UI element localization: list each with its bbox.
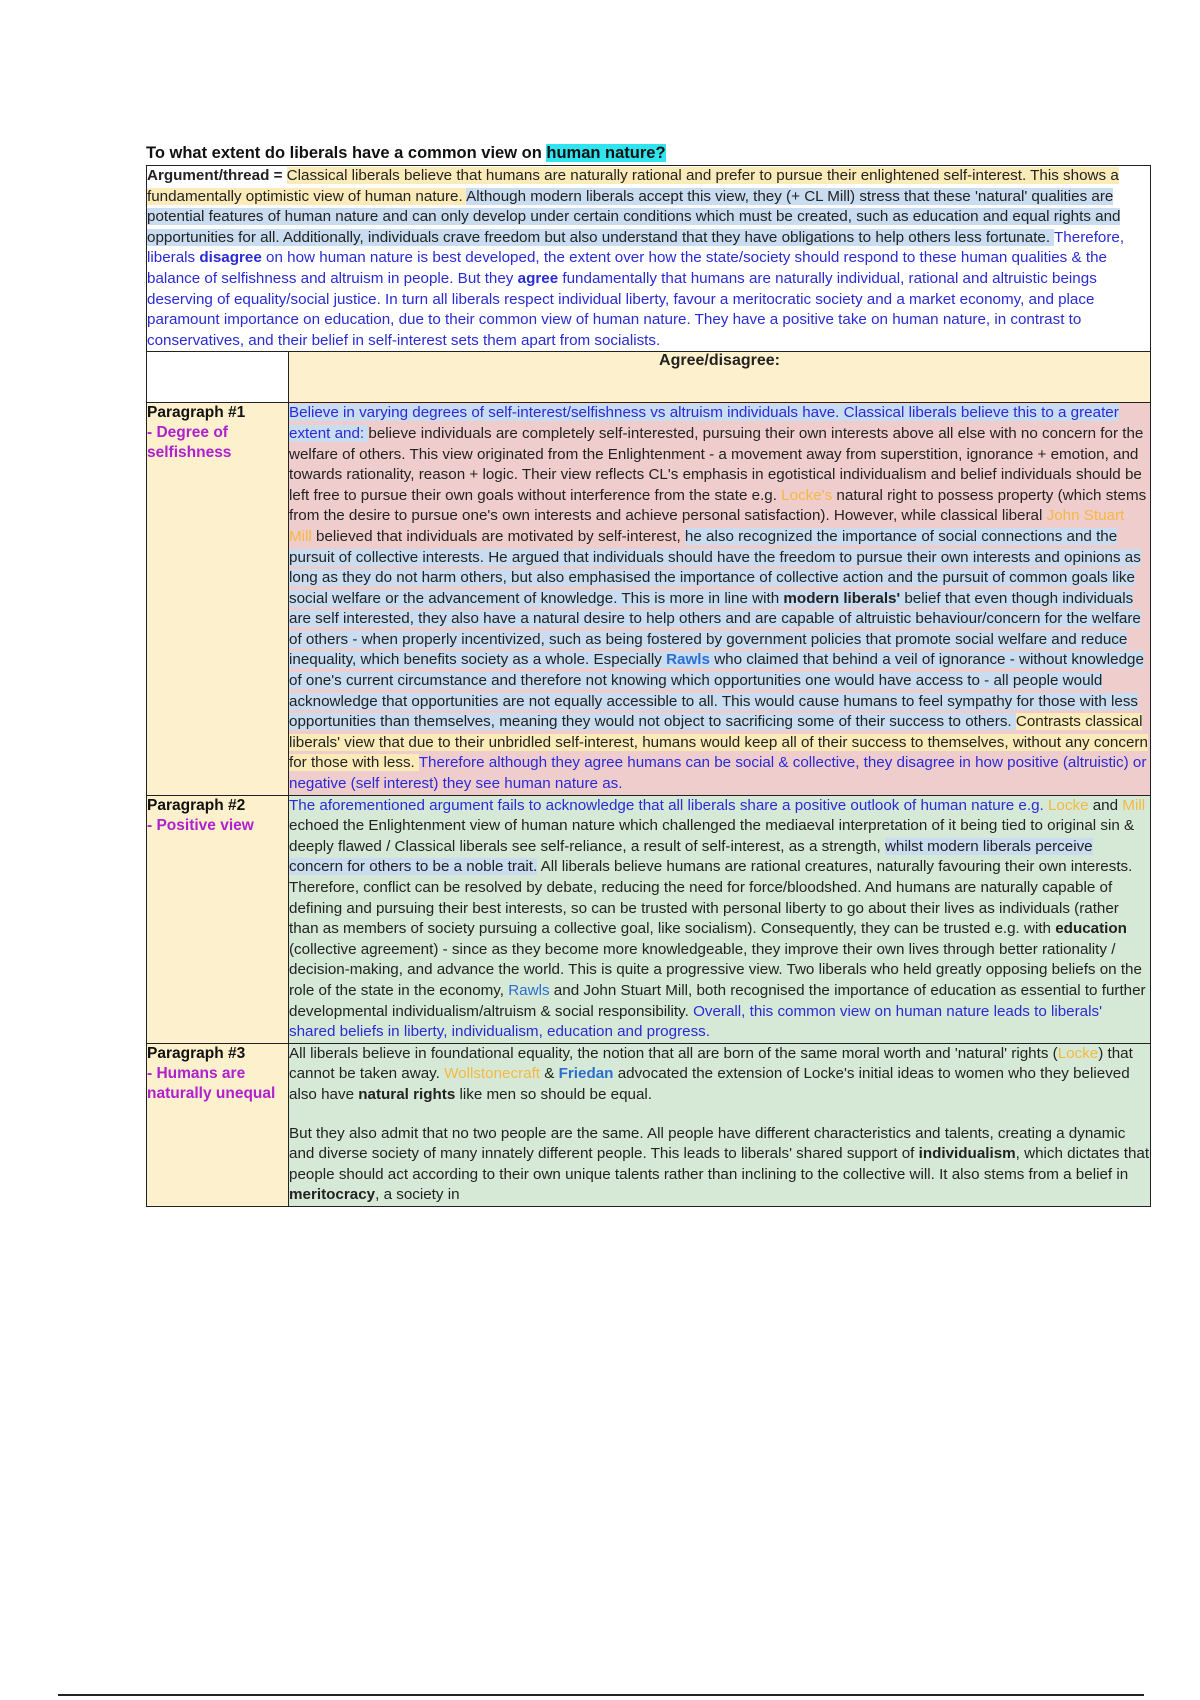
p2-locke: Locke bbox=[1047, 796, 1089, 814]
header-blank-cell bbox=[147, 352, 289, 403]
p3-a3: & bbox=[540, 1065, 559, 1083]
agree-disagree-header: Agree/disagree: bbox=[289, 352, 1151, 403]
paragraph-2-label bbox=[147, 795, 289, 1043]
p1-classical-b: natural right to possess property (which stems from the desire to pursue one's own interests and achieve personal satisfaction). However, while classical liberal bbox=[289, 486, 1147, 525]
p3-locke: Locke bbox=[1057, 1044, 1099, 1062]
paragraph-3-number: Paragraph #3 bbox=[147, 1044, 246, 1062]
p2-intro: The aforementioned argument fails to acknowledge that all liberals share a positive outlook of human nature e.g. bbox=[289, 796, 1048, 814]
argument-classical: Classical liberals believe that humans are naturally rational and prefer to pursue their enlightened self-interest. This shows a fundamentally optimistic view of human nature. bbox=[147, 167, 1119, 205]
paragraph-2-topic: - Positive view bbox=[147, 816, 254, 834]
argument-modern: Although modern liberals accept this view, they (+ CL Mill) stress that these 'natural' qualities are potential features of human nature and can only develop under certain conditions which must be created, such as education and equal rights and opportunities for all. Additionally, individuals crave freedom but also understand that they have obligations to help others less fortunate. bbox=[147, 187, 1121, 246]
p2-education: education bbox=[1055, 920, 1127, 938]
p1-conclusion: Therefore although they agree humans can be social & collective, they disagree in how positive (altruistic) or negative (self interest) they see human nature as. bbox=[289, 754, 1147, 793]
p1-modern-liberals: modern liberals' bbox=[783, 589, 901, 607]
paragraph-3-topic: - Humans are naturally unequal bbox=[147, 1064, 276, 1102]
paragraph-3-label bbox=[147, 1043, 289, 1206]
title-highlight: human nature? bbox=[546, 144, 666, 162]
p3-wollstonecraft: Wollstonecraft bbox=[444, 1065, 541, 1083]
argument-disagree: disagree bbox=[199, 249, 262, 267]
argument-conclusion-c: on how human nature is best developed, the extent over how the state/society should respond to these human qualities & the balance of selfishness and altruism in people. But they bbox=[147, 249, 1107, 287]
argument-row bbox=[147, 166, 1151, 352]
p1-contrast: Contrasts classical liberals' view that due to their unbridled self-interest, humans would keep all of their success to themselves, without any concern for those with less. bbox=[289, 713, 1148, 772]
p1-mill-text: believed that individuals are motivated by self-interest, bbox=[311, 527, 685, 545]
p3-a1: All liberals believe in foundational equality, the notion that all are born of the same moral worth and 'natural' rights ( bbox=[289, 1044, 1058, 1062]
p3-friedan: Friedan bbox=[558, 1065, 614, 1083]
p1-modern-c: who claimed that behind a veil of ignorance - without knowledge of one's current circumstance and therefore not knowing which opportunities one would have access to - all people would acknowledge that opportunities are not equally accessible to all. This would cause humans to feel sympathy for those with less opportunities than themselves, meaning they would not object to sacrificing some of their success to others. bbox=[289, 651, 1144, 731]
p1-modern-a: he also recognized the importance of social connections and the pursuit of collective interests. He argued that individuals should have the freedom to pursue their own interests and opinions as long as they do not harm others, but also emphasised the importance of collective action and the pursuit of common goals like social welfare or the advancement of knowledge. This is more in line with bbox=[289, 527, 1141, 607]
paragraph-2-number: Paragraph #2 bbox=[147, 796, 246, 814]
paragraph-2-row bbox=[147, 795, 1151, 1043]
p1-mill: John Stuart Mill bbox=[289, 507, 1125, 545]
p2-body-b: (collective agreement) - since as they become more knowledgeable, they improve their own lives through better rationality / decision-making, and advance the world. This is quite a progressive view. Two liberals who held greatly opposing beliefs on the role of the state in the economy, bbox=[289, 940, 1142, 999]
p3-block-a bbox=[289, 1044, 1150, 1106]
p3-individualism: individualism bbox=[918, 1145, 1016, 1163]
footer-divider bbox=[58, 1694, 1144, 1696]
paragraph-1-content bbox=[289, 403, 1151, 795]
paragraph-3-row bbox=[147, 1043, 1151, 1206]
p3-meritocracy: meritocracy bbox=[289, 1186, 376, 1204]
paragraph-3-content bbox=[289, 1043, 1151, 1206]
p2-body-a: All liberals believe humans are rational creatures, naturally favouring their own interests. Therefore, conflict can be resolved by debate, reducing the need for force/bloodshed. And humans are naturally capable of defining and pursuing their best interests, so can be trusted with personal liberty to go about their lives as individuals (rather than as members of society pursuing a collective goal, like socialism). Consequently, they can be trusted e.g. with bbox=[289, 858, 1133, 938]
argument-cell bbox=[147, 166, 1151, 352]
p2-body-c: and John Stuart Mill, both recognised the importance of education as essential to further developmental individualism/altruism & social responsibility. bbox=[289, 981, 1146, 1020]
p2-classical: echoed the Enlightenment view of human nature which challenged the mediaeval interpretation of it being tied to original sin & deeply flawed / Classical liberals see self-reliance, a result of self-interest, as a strength, bbox=[289, 817, 1135, 855]
argument-agree: agree bbox=[517, 269, 559, 287]
p2-mill: Mill bbox=[1122, 796, 1146, 814]
p1-classical-a: believe individuals are completely self-interested, pursuing their own interests above all else with no concern for the welfare of others. This view originated from the Enlightenment - a movement away from superstition, ignorance + emotion, and towards rationality, reason + logic. Their view reflects CL's emphasis in egotistical individualism and belief individuals should be left free to pursue their own goals without interference from the state e.g. bbox=[289, 424, 1144, 504]
p3-b1: But they also admit that no two people are the same. All people have different characteristics and talents, creating a dynamic and diverse society of many innately different people. This leads to liberals' shared support of bbox=[289, 1124, 1126, 1163]
p1-locke: Locke's bbox=[781, 486, 833, 504]
paragraph-1-topic: - Degree of selfishness bbox=[147, 424, 232, 462]
argument-label: Argument/thread = bbox=[147, 167, 287, 184]
p1-modern-b: belief that even though individuals are self interested, they also have a natural desire to help others and are capable of altruistic behaviour/concern for the welfare of others - when properly incentivized, such as being fostered by government policies that promote social welfare and reduce inequality, which benefits society as a whole. Especially bbox=[289, 589, 1141, 669]
title-prefix: To what extent do liberals have a common view on bbox=[146, 144, 547, 162]
p3-natural-rights: natural rights bbox=[358, 1085, 456, 1103]
p1-intro: Believe in varying degrees of self-interest/selfishness vs altruism individuals have. Classical liberals believe this to a greater extent and: bbox=[289, 404, 1119, 442]
p2-rawls: Rawls bbox=[508, 981, 550, 999]
paragraph-1-number: Paragraph #1 bbox=[147, 404, 246, 422]
p1-rawls: Rawls bbox=[666, 651, 710, 669]
p3-a2: ) that cannot be taken away. bbox=[289, 1044, 1133, 1083]
p2-conclusion: Overall, this common view on human nature leads to liberals' shared beliefs in liberty, individualism, education and progress. bbox=[289, 1002, 1102, 1041]
p3-block-b bbox=[289, 1124, 1150, 1206]
p2-and: and bbox=[1088, 796, 1123, 814]
argument-conclusion-a: Therefore, liberals bbox=[147, 228, 1125, 267]
paragraph-1-label bbox=[147, 403, 289, 795]
p3-b3: , a society in bbox=[375, 1186, 460, 1204]
paragraph-1-row bbox=[147, 403, 1151, 795]
essay-plan-table bbox=[146, 165, 1151, 1207]
p3-a4: advocated the extension of Locke's initial ideas to women who they believed also have bbox=[289, 1065, 1130, 1103]
paragraph-2-content bbox=[289, 795, 1151, 1043]
p2-modern: whilst modern liberals perceive concern for others to be a noble trait. bbox=[289, 837, 1093, 876]
p3-b2: , which dictates that people should act according to their own unique talents rather than inclining to the collective will. It also stems from a belief in bbox=[289, 1145, 1150, 1183]
page-title bbox=[146, 144, 666, 163]
p3-a5: like men so should be equal. bbox=[455, 1085, 652, 1103]
header-row bbox=[147, 352, 1151, 403]
argument-conclusion-e: fundamentally that humans are naturally individual, rational and altruistic beings deserving of equality/social justice. In turn all liberals respect individual liberty, favour a meritocratic society and a market economy, and place paramount importance on education, due to their common view of human nature. They have a positive take on human nature, in contrast to conservatives, and their belief in self-interest sets them apart from socialists. bbox=[147, 269, 1097, 349]
